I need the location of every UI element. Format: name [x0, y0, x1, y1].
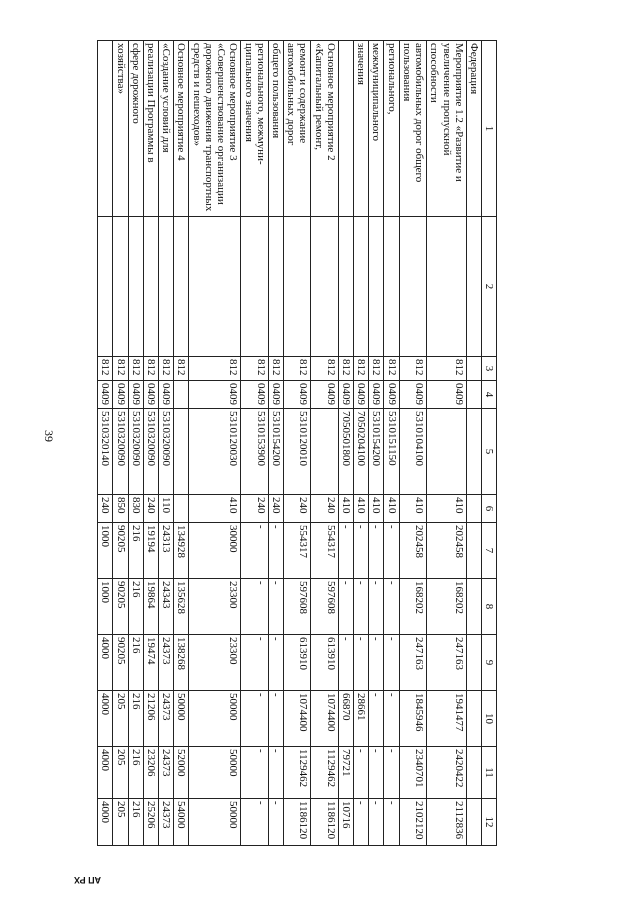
table-cell: 240	[268, 495, 283, 523]
table-cell: 24343	[159, 579, 174, 635]
table-cell: 812	[189, 357, 241, 381]
row-name-cell: реализации Программы в	[143, 41, 158, 217]
table-cell: 812	[384, 357, 399, 381]
table-row	[159, 41, 174, 846]
table-cell: 19474	[143, 635, 158, 691]
table-cell: 79721	[338, 747, 353, 799]
table-row	[268, 41, 283, 846]
table-cell	[174, 409, 189, 495]
table-cell: 2340701	[399, 747, 426, 799]
column-header-7: 7	[481, 523, 496, 579]
table-cell: -	[369, 579, 384, 635]
table-cell: -	[241, 635, 268, 691]
table-cell	[466, 217, 481, 357]
table-cell: 1845946	[399, 691, 426, 747]
table-cell: -	[338, 523, 353, 579]
table-cell: 0409	[338, 381, 353, 409]
table-cell: 410	[384, 495, 399, 523]
row-name-cell: сфере дорожного	[128, 41, 143, 217]
table-row	[466, 41, 481, 846]
table-row	[353, 41, 368, 846]
row-name-cell: значения	[353, 41, 368, 217]
table-cell: -	[353, 579, 368, 635]
table-cell: 240	[283, 495, 310, 523]
row-name-cell: Федерация	[466, 41, 481, 217]
table-cell	[466, 523, 481, 579]
table-cell: -	[268, 691, 283, 747]
table-cell	[427, 409, 467, 495]
table-cell: 5310104100	[399, 409, 426, 495]
table-cell: 613910	[283, 635, 310, 691]
table-cell	[399, 217, 426, 357]
column-header-11: 11	[481, 747, 496, 799]
table-cell: 247163	[427, 635, 467, 691]
column-header-3: 3	[481, 357, 496, 381]
table-cell: 554317	[283, 523, 310, 579]
table-cell: 240	[143, 495, 158, 523]
budget-table	[97, 40, 497, 846]
table-cell: 0409	[369, 381, 384, 409]
table-row	[384, 41, 399, 846]
table-cell: -	[338, 579, 353, 635]
table-row	[399, 41, 426, 846]
table-cell: 240	[241, 495, 268, 523]
table-cell: 7050501800	[338, 409, 353, 495]
table-cell	[113, 217, 128, 357]
table-cell	[466, 635, 481, 691]
table-row	[98, 41, 113, 846]
table-cell: 812	[353, 357, 368, 381]
table-cell: -	[353, 523, 368, 579]
table-cell: -	[268, 523, 283, 579]
table-cell: 0409	[268, 381, 283, 409]
table-cell	[189, 217, 241, 357]
table-cell: 240	[311, 495, 338, 523]
table-cell: 0409	[241, 381, 268, 409]
table-cell	[353, 217, 368, 357]
table-cell: -	[241, 523, 268, 579]
table-cell: -	[384, 635, 399, 691]
column-header-10: 10	[481, 691, 496, 747]
table-cell: 0409	[427, 381, 467, 409]
table-cell: 5310320090	[143, 409, 158, 495]
table-cell: 1000	[98, 579, 113, 635]
page-number: 39	[42, 430, 56, 442]
column-header-4: 4	[481, 381, 496, 409]
table-cell: 1129462	[283, 747, 310, 799]
table-cell: 24373	[159, 691, 174, 747]
column-header-5: 5	[481, 409, 496, 495]
table-cell: 168202	[399, 579, 426, 635]
table-cell: 50000	[174, 691, 189, 747]
table-cell: -	[353, 747, 368, 799]
table-cell	[466, 747, 481, 799]
table-cell: 23300	[189, 579, 241, 635]
table-cell: 4000	[98, 747, 113, 799]
row-name-cell: Мероприятие 1.2 «Развитие и увеличение пропускной способности	[427, 41, 467, 217]
table-row	[283, 41, 310, 846]
table-cell: 28661	[353, 691, 368, 747]
table-cell: 24373	[159, 635, 174, 691]
table-cell: 410	[189, 495, 241, 523]
table-cell: -	[384, 579, 399, 635]
table-cell: 4000	[98, 799, 113, 846]
table-cell: 240	[98, 495, 113, 523]
table-cell: 202458	[399, 523, 426, 579]
table-cell: -	[353, 635, 368, 691]
table-cell	[128, 217, 143, 357]
table-cell: -	[241, 747, 268, 799]
table-row	[174, 41, 189, 846]
row-name-cell: Основное мероприятие 4	[174, 41, 189, 217]
table-cell: 410	[427, 495, 467, 523]
rotated-table-wrapper	[97, 40, 497, 845]
table-cell: 554317	[311, 523, 338, 579]
row-name-cell: межмуниципального	[369, 41, 384, 217]
table-cell: -	[369, 747, 384, 799]
table-cell: 7050204100	[353, 409, 368, 495]
table-cell: 24373	[159, 799, 174, 846]
table-cell: 23300	[189, 635, 241, 691]
table-cell	[466, 409, 481, 495]
table-cell: -	[369, 635, 384, 691]
table-cell: 216	[128, 635, 143, 691]
table-cell: 247163	[399, 635, 426, 691]
table-cell: 205	[113, 799, 128, 846]
table-cell: 5310320090	[128, 409, 143, 495]
table-cell: 812	[143, 357, 158, 381]
table-cell: 66870	[338, 691, 353, 747]
table-cell: 23206	[143, 747, 158, 799]
row-name-cell: Основное мероприятие 2 «Капитальный ремонт,	[311, 41, 338, 217]
table-cell	[466, 799, 481, 846]
table-cell: 24373	[159, 747, 174, 799]
table-cell: 812	[98, 357, 113, 381]
table-cell: -	[241, 691, 268, 747]
table-cell: 5310320090	[113, 409, 128, 495]
table-cell: 812	[311, 357, 338, 381]
table-cell: 812	[427, 357, 467, 381]
table-row	[338, 41, 353, 846]
table-cell: -	[369, 691, 384, 747]
table-cell: -	[369, 799, 384, 846]
table-cell	[174, 217, 189, 357]
table-cell: 50000	[189, 799, 241, 846]
column-header-2: 2	[481, 217, 496, 357]
table-cell: 812	[174, 357, 189, 381]
table-cell: 5310153900	[241, 409, 268, 495]
table-cell: 830	[128, 495, 143, 523]
table-cell: 216	[128, 579, 143, 635]
row-name-cell: регионального,	[384, 41, 399, 217]
table-cell	[338, 217, 353, 357]
table-cell: 0409	[399, 381, 426, 409]
table-cell: 0409	[143, 381, 158, 409]
table-cell: 138268	[174, 635, 189, 691]
table-row	[427, 41, 467, 846]
table-cell	[174, 381, 189, 409]
table-cell: 54000	[174, 799, 189, 846]
row-name-cell	[338, 41, 353, 217]
table-cell: -	[384, 523, 399, 579]
table-cell: 812	[268, 357, 283, 381]
table-cell	[427, 217, 467, 357]
table-cell: 90205	[113, 579, 128, 635]
table-cell	[466, 579, 481, 635]
table-cell	[174, 495, 189, 523]
table-cell: 5310120030	[189, 409, 241, 495]
table-row	[369, 41, 384, 846]
table-cell: 812	[241, 357, 268, 381]
table-cell	[311, 409, 338, 495]
table-row	[143, 41, 158, 846]
table-cell: 25206	[143, 799, 158, 846]
table-cell: 5310120010	[283, 409, 310, 495]
table-cell	[384, 217, 399, 357]
table-row	[189, 41, 241, 846]
table-cell: 50000	[189, 747, 241, 799]
table-cell: 135628	[174, 579, 189, 635]
table-cell: 0409	[128, 381, 143, 409]
table-cell: -	[268, 635, 283, 691]
table-cell: 0409	[283, 381, 310, 409]
table-cell: 1129462	[311, 747, 338, 799]
table-cell: 1074400	[283, 691, 310, 747]
table-cell: 30000	[189, 523, 241, 579]
table-cell: 812	[113, 357, 128, 381]
table-cell: 0409	[159, 381, 174, 409]
table-cell: 5310320090	[159, 409, 174, 495]
table-cell: 21206	[143, 691, 158, 747]
table-cell: 216	[128, 691, 143, 747]
table-cell: -	[268, 799, 283, 846]
table-cell: 134928	[174, 523, 189, 579]
table-cell: 216	[128, 799, 143, 846]
table-cell	[283, 217, 310, 357]
table-cell: 812	[399, 357, 426, 381]
table-cell: 812	[369, 357, 384, 381]
table-cell	[98, 217, 113, 357]
table-cell: 5310320140	[98, 409, 113, 495]
table-cell: 2420422	[427, 747, 467, 799]
table-row	[241, 41, 268, 846]
table-cell: 19194	[143, 523, 158, 579]
row-name-cell: регионального, межмуни-ципального значения	[241, 41, 268, 217]
table-cell: 812	[338, 357, 353, 381]
table-cell: 0409	[353, 381, 368, 409]
table-cell: 24313	[159, 523, 174, 579]
table-cell: 2102120	[399, 799, 426, 846]
table-cell: 205	[113, 691, 128, 747]
table-cell: 1186120	[311, 799, 338, 846]
table-cell: 202458	[427, 523, 467, 579]
table-cell: 0409	[311, 381, 338, 409]
table-cell: -	[384, 691, 399, 747]
table-cell: 10716	[338, 799, 353, 846]
table-cell: 5310151150	[384, 409, 399, 495]
table-row	[113, 41, 128, 846]
table-cell: 0409	[189, 381, 241, 409]
table-cell: 216	[128, 523, 143, 579]
table-cell: 613910	[311, 635, 338, 691]
table-cell: 812	[159, 357, 174, 381]
table-cell	[466, 357, 481, 381]
table-cell: 5310154200	[268, 409, 283, 495]
row-name-cell: автомобильных дорог общего пользования	[399, 41, 426, 217]
header-row	[481, 41, 496, 846]
table-cell: -	[241, 799, 268, 846]
row-name-cell: «Создание условий для	[159, 41, 174, 217]
column-header-9: 9	[481, 635, 496, 691]
table-cell: 216	[128, 747, 143, 799]
table-cell: 597608	[283, 579, 310, 635]
column-header-12: 12	[481, 799, 496, 846]
column-header-6: 6	[481, 495, 496, 523]
table-cell: 90205	[113, 635, 128, 691]
table-cell: 0409	[384, 381, 399, 409]
stamp-label: АП РХ	[74, 875, 102, 885]
table-cell: 2112836	[427, 799, 467, 846]
row-name-cell	[98, 41, 113, 217]
table-cell: 19864	[143, 579, 158, 635]
row-name-cell: ремонт и содержание автомобильных дорог	[283, 41, 310, 217]
table-cell: -	[369, 523, 384, 579]
table-cell: 110	[159, 495, 174, 523]
table-cell: 52000	[174, 747, 189, 799]
table-cell: 1941477	[427, 691, 467, 747]
table-cell: 410	[399, 495, 426, 523]
table-cell: -	[353, 799, 368, 846]
table-cell: 1186120	[283, 799, 310, 846]
table-cell	[369, 217, 384, 357]
table-cell: 4000	[98, 691, 113, 747]
table-cell: -	[384, 747, 399, 799]
table-cell: 0409	[98, 381, 113, 409]
table-cell: -	[268, 747, 283, 799]
row-name-cell: хозяйства»	[113, 41, 128, 217]
table-cell	[466, 381, 481, 409]
table-cell: 5310154200	[369, 409, 384, 495]
table-cell: -	[241, 579, 268, 635]
table-cell: 812	[283, 357, 310, 381]
table-cell: 90205	[113, 523, 128, 579]
table-cell: 168202	[427, 579, 467, 635]
row-name-cell: Основное мероприятие 3 «Совершенствование организации дорожного движения транспортных средств и пешеходов»	[189, 41, 241, 217]
table-cell: -	[384, 799, 399, 846]
table-cell: 50000	[189, 691, 241, 747]
column-header-8: 8	[481, 579, 496, 635]
table-cell	[241, 217, 268, 357]
table-cell	[268, 217, 283, 357]
table-cell: 410	[369, 495, 384, 523]
table-cell	[143, 217, 158, 357]
table-cell	[466, 691, 481, 747]
table-cell: 4000	[98, 635, 113, 691]
table-cell: 850	[113, 495, 128, 523]
column-header-1: 1	[481, 41, 496, 217]
table-cell: 597608	[311, 579, 338, 635]
table-row	[128, 41, 143, 846]
table-cell: -	[338, 635, 353, 691]
table-cell	[466, 495, 481, 523]
table-row	[311, 41, 338, 846]
table-cell: 205	[113, 747, 128, 799]
table-cell: 812	[128, 357, 143, 381]
table-cell: 1074400	[311, 691, 338, 747]
table-cell: 410	[338, 495, 353, 523]
row-name-cell: общего пользования	[268, 41, 283, 217]
table-cell: 410	[353, 495, 368, 523]
table-cell: 0409	[113, 381, 128, 409]
table-cell: 1000	[98, 523, 113, 579]
table-cell	[159, 217, 174, 357]
table-cell	[311, 217, 338, 357]
table-cell: -	[268, 579, 283, 635]
